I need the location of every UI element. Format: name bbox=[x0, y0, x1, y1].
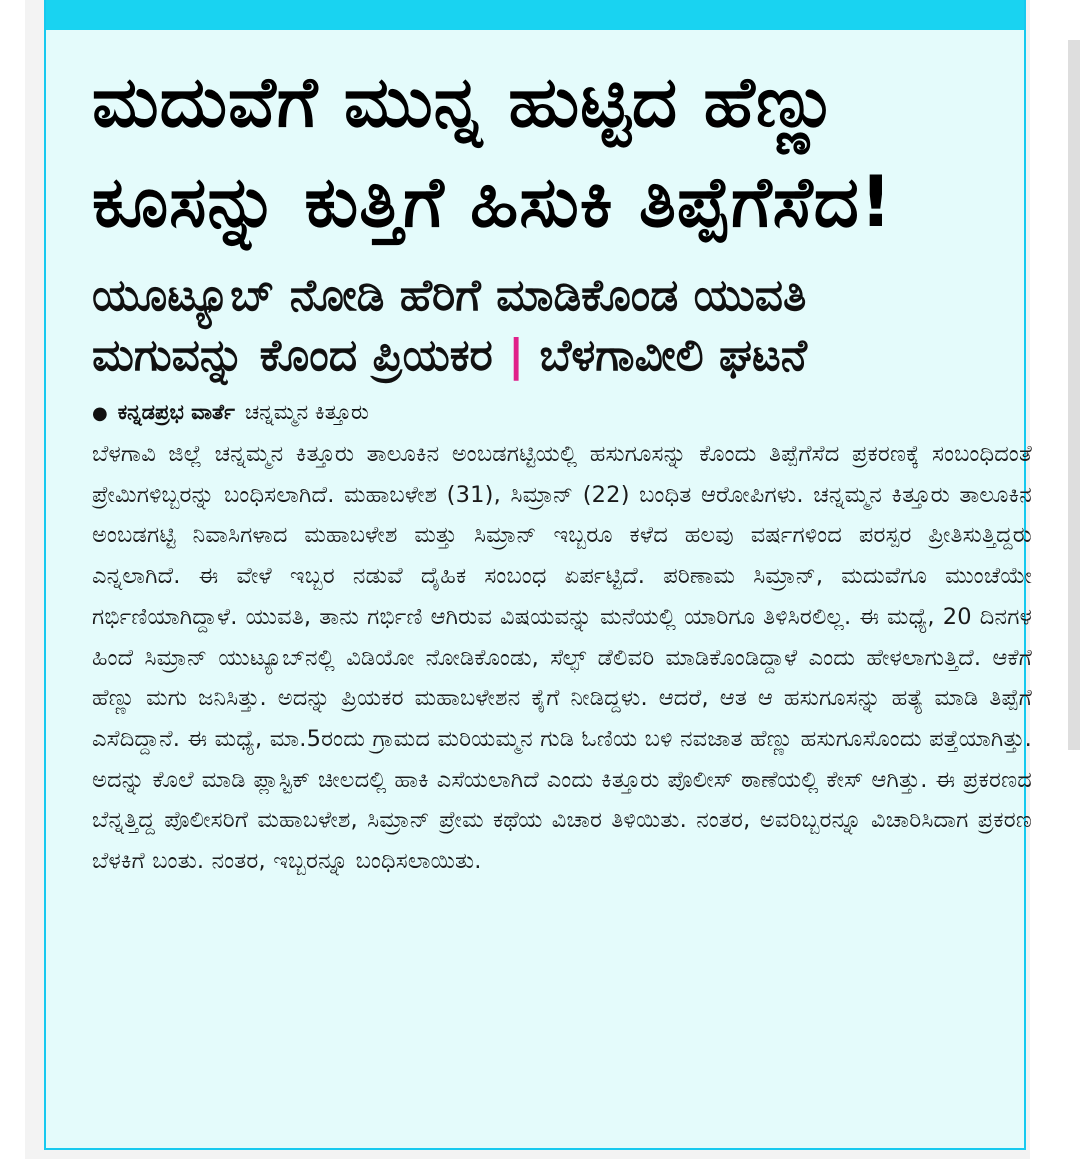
subhead-line-2b: ಬೆಳಗಾವೀಲಿ ಘಟನೆ bbox=[539, 330, 807, 381]
subhead-line-1: ಯೂಟ್ಯೂಬ್ ನೋಡಿ ಹೆರಿಗೆ ಮಾಡಿಕೊಂಡ ಯುವತಿ bbox=[92, 270, 807, 321]
byline-place: ಚನ್ನಮ್ಮನ ಕಿತ್ತೂರು bbox=[244, 400, 369, 424]
subhead-separator: | bbox=[508, 330, 525, 381]
subheadline bbox=[92, 266, 1022, 386]
page-margin-left bbox=[0, 0, 25, 1159]
headline-line-2: ಕೂಸನ್ನು ಕುತ್ತಿಗೆ ಹಿಸುಕಿ ತಿಪ್ಪೆಗೆಸೆದ! bbox=[92, 161, 893, 243]
news-clipping bbox=[44, 0, 1032, 1150]
clipping-top-bar bbox=[46, 0, 1024, 30]
article-body: ಬೆಳಗಾವಿ ಜಿಲ್ಲೆ ಚನ್ನಮ್ಮನ ಕಿತ್ತೂರು ತಾಲೂಕಿನ ಅಂಬಡಗಟ್ಟಿಯಲ್ಲಿ ಹಸುಗೂಸನ್ನು ಕೊಂದು ತಿಪ್ಪೆಗೆಸೆದ ಪ್ರಕರಣಕ್ಕೆ ಸಂಬಂಧಿದಂತೆ ಪ್ರೇಮಿಗಳಿಬ್ಬರನ್ನು ಬಂಧಿಸಲಾಗಿದೆ. ಮಹಾಬಳೇಶ (31), ಸಿಮ್ರಾನ್ (22) ಬಂಧಿತ ಆರೋಪಿಗಳು. ಚನ್ನಮ್ಮನ ಕಿತ್ತೂರು ತಾಲೂಕಿನ ಅಂಬಡಗಟ್ಟಿ ನಿವಾಸಿಗಳಾದ ಮಹಾಬಳೇಶ ಮತ್ತು ಸಿಮ್ರಾನ್ ಇಬ್ಬರೂ ಕಳೆದ ಹಲವು ವರ್ಷಗಳಿಂದ ಪರಸ್ಪರ ಪ್ರೀತಿಸುತ್ತಿದ್ದರು ಎನ್ನಲಾಗಿದೆ. ಈ ವೇಳೆ ಇಬ್ಬರ ನಡುವೆ ದೈಹಿಕ ಸಂಬಂಧ ಏರ್ಪಟ್ಟಿದೆ. ಪರಿಣಾಮ ಸಿಮ್ರಾನ್, ಮದುವೆಗೂ ಮುಂಚೆಯೇ ಗರ್ಭಿಣಿಯಾಗಿದ್ದಾಳೆ. ಯುವತಿ, ತಾನು ಗರ್ಭಿಣಿ ಆಗಿರುವ ವಿಷಯವನ್ನು ಮನೆಯಲ್ಲಿ ಯಾರಿಗೂ ತಿಳಿಸಿರಲಿಲ್ಲ. ಈ ಮಧ್ಯೆ, 20 ದಿನಗಳ ಹಿಂದೆ ಸಿಮ್ರಾನ್ ಯುಟ್ಯೂಬ್‌ನಲ್ಲಿ ವಿಡಿಯೋ ನೋಡಿಕೊಂಡು, ಸೆಲ್ಫ್ ಡೆಲಿವರಿ ಮಾಡಿಕೊಂಡಿದ್ದಾಳೆ ಎಂದು ಹೇಳಲಾಗುತ್ತಿದೆ. ಆಕೆಗೆ ಹೆಣ್ಣು ಮಗು ಜನಿಸಿತ್ತು. ಅದನ್ನು ಪ್ರಿಯಕರ ಮಹಾಬಳೇಶನ ಕೈಗೆ ನೀಡಿದ್ದಳು. ಆದರೆ, ಆತ ಆ ಹಸುಗೂಸನ್ನು ಹತ್ಯೆ ಮಾಡಿ ತಿಪ್ಪೆಗೆ ಎಸೆದಿದ್ದಾನೆ. ಈ ಮಧ್ಯೆ, ಮಾ.5ರಂದು ಗ್ರಾಮದ ಮರಿಯಮ್ಮನ ಗುಡಿ ಓಣಿಯ ಬಳಿ ನವಜಾತ ಹೆಣ್ಣು ಹಸುಗೂಸೊಂದು ಪತ್ತೆಯಾಗಿತ್ತು. ಅದನ್ನು ಕೊಲೆ ಮಾಡಿ ಪ್ಲಾಸ್ಟಿಕ್ ಚೀಲದಲ್ಲಿ ಹಾಕಿ ಎಸೆಯಲಾಗಿದೆ ಎಂದು ಕಿತ್ತೂರು ಪೊಲೀಸ್ ಠಾಣೆಯಲ್ಲಿ ಕೇಸ್ ಆಗಿತ್ತು. ಈ ಪ್ರಕರಣದ ಬೆನ್ನತ್ತಿದ್ದ ಪೊಲೀಸರಿಗೆ ಮಹಾಬಳೇಶ, ಸಿಮ್ರಾನ್ ಪ್ರೇಮ ಕಥೆಯ ವಿಚಾರ ತಿಳಿಯಿತು. ನಂತರ, ಅವರಿಬ್ಬರನ್ನೂ ವಿಚಾರಿಸಿದಾಗ ಪ್ರಕರಣ ಬೆಳಕಿಗೆ ಬಂತು. ನಂತರ, ಇಬ್ಬರನ್ನೂ ಬಂಧಿಸಲಾಯಿತು. bbox=[92, 441, 1032, 875]
byline-source: ಕನ್ನಡಪ್ರಭ ವಾರ್ತೆ bbox=[117, 400, 235, 424]
bullet-icon: ● bbox=[92, 403, 108, 424]
headline-line-1: ಮದುವೆಗೆ ಮುನ್ನ ಹುಟ್ಟಿದ ಹೆಣ್ಣು bbox=[92, 61, 839, 143]
byline bbox=[92, 396, 369, 430]
headline bbox=[92, 52, 1022, 252]
subhead-line-2a: ಮಗುವನ್ನು ಕೊಂದ ಪ್ರಿಯಕರ bbox=[92, 330, 493, 381]
scrollbar-thumb[interactable] bbox=[1068, 40, 1080, 750]
